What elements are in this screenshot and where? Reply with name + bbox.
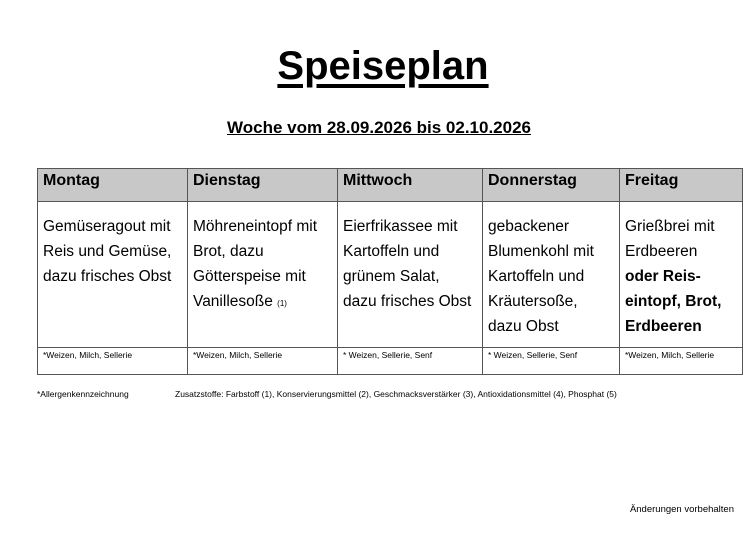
allergens-friday: *Weizen, Milch, Sellerie	[620, 348, 743, 375]
allergens-tuesday: *Weizen, Milch, Sellerie	[188, 348, 338, 375]
additive-note: (1)	[277, 299, 287, 308]
meal-line: dazu frisches Obst	[343, 293, 472, 310]
meal-line: Erdbeeren	[625, 243, 698, 260]
day-header-monday: Montag	[38, 169, 188, 202]
allergen-footnote: *Allergenkennzeichnung	[37, 389, 129, 399]
meal-line: Blumenkohl mit	[488, 243, 594, 260]
meal-line: grünem Salat,	[343, 268, 440, 285]
meal-line-text: Vanillesoße	[193, 293, 273, 310]
allergens-monday: *Weizen, Milch, Sellerie	[38, 348, 188, 375]
menu-table	[37, 168, 743, 375]
meal-line: Möhreneintopf mit	[193, 218, 318, 235]
meal-alt-line: eintopf, Brot,	[625, 293, 722, 310]
meal-thursday	[483, 202, 620, 348]
meal-alt-line: Erdbeeren	[625, 318, 702, 335]
meal-line: Götterspeise mit	[193, 268, 306, 285]
meal-monday	[38, 202, 188, 348]
meal-wednesday	[338, 202, 483, 348]
allergens-thursday: * Weizen, Sellerie, Senf	[483, 348, 620, 375]
meal-line: Reis und Gemüse,	[43, 243, 172, 260]
day-header-tuesday: Dienstag	[188, 169, 338, 202]
allergens-wednesday: * Weizen, Sellerie, Senf	[338, 348, 483, 375]
additives-footnote: Zusatzstoffe: Farbstoff (1), Konservierungsmittel (2), Geschmacksverstärker (3), Antioxidationsmittel (4), Phosphat (5)	[175, 389, 617, 399]
allergen-row	[38, 348, 743, 375]
meal-alt-line: oder Reis-	[625, 268, 701, 285]
meal-line: Brot, dazu	[193, 243, 264, 260]
meal-friday	[620, 202, 743, 348]
meal-line: Gemüseragout mit	[43, 218, 171, 235]
page-title: Speiseplan	[277, 44, 489, 88]
meal-line	[193, 289, 332, 316]
day-header-row	[38, 169, 743, 202]
meal-line: Kartoffeln und	[343, 243, 440, 260]
meal-line: Eierfrikassee mit	[343, 218, 458, 235]
meal-line: Kartoffeln und	[488, 268, 585, 285]
meal-line: Grießbrei mit	[625, 218, 715, 235]
meal-line: gebackener	[488, 218, 570, 235]
meal-tuesday	[188, 202, 338, 348]
week-range: Woche vom 28.09.2026 bis 02.10.2026	[227, 118, 531, 137]
meal-line: dazu Obst	[488, 318, 559, 335]
meal-row	[38, 202, 743, 348]
day-header-wednesday: Mittwoch	[338, 169, 483, 202]
meal-line: Kräutersoße,	[488, 293, 578, 310]
meal-line: dazu frisches Obst	[43, 268, 172, 285]
changes-note: Änderungen vorbehalten	[629, 504, 734, 515]
day-header-thursday: Donnerstag	[483, 169, 620, 202]
day-header-friday: Freitag	[620, 169, 743, 202]
